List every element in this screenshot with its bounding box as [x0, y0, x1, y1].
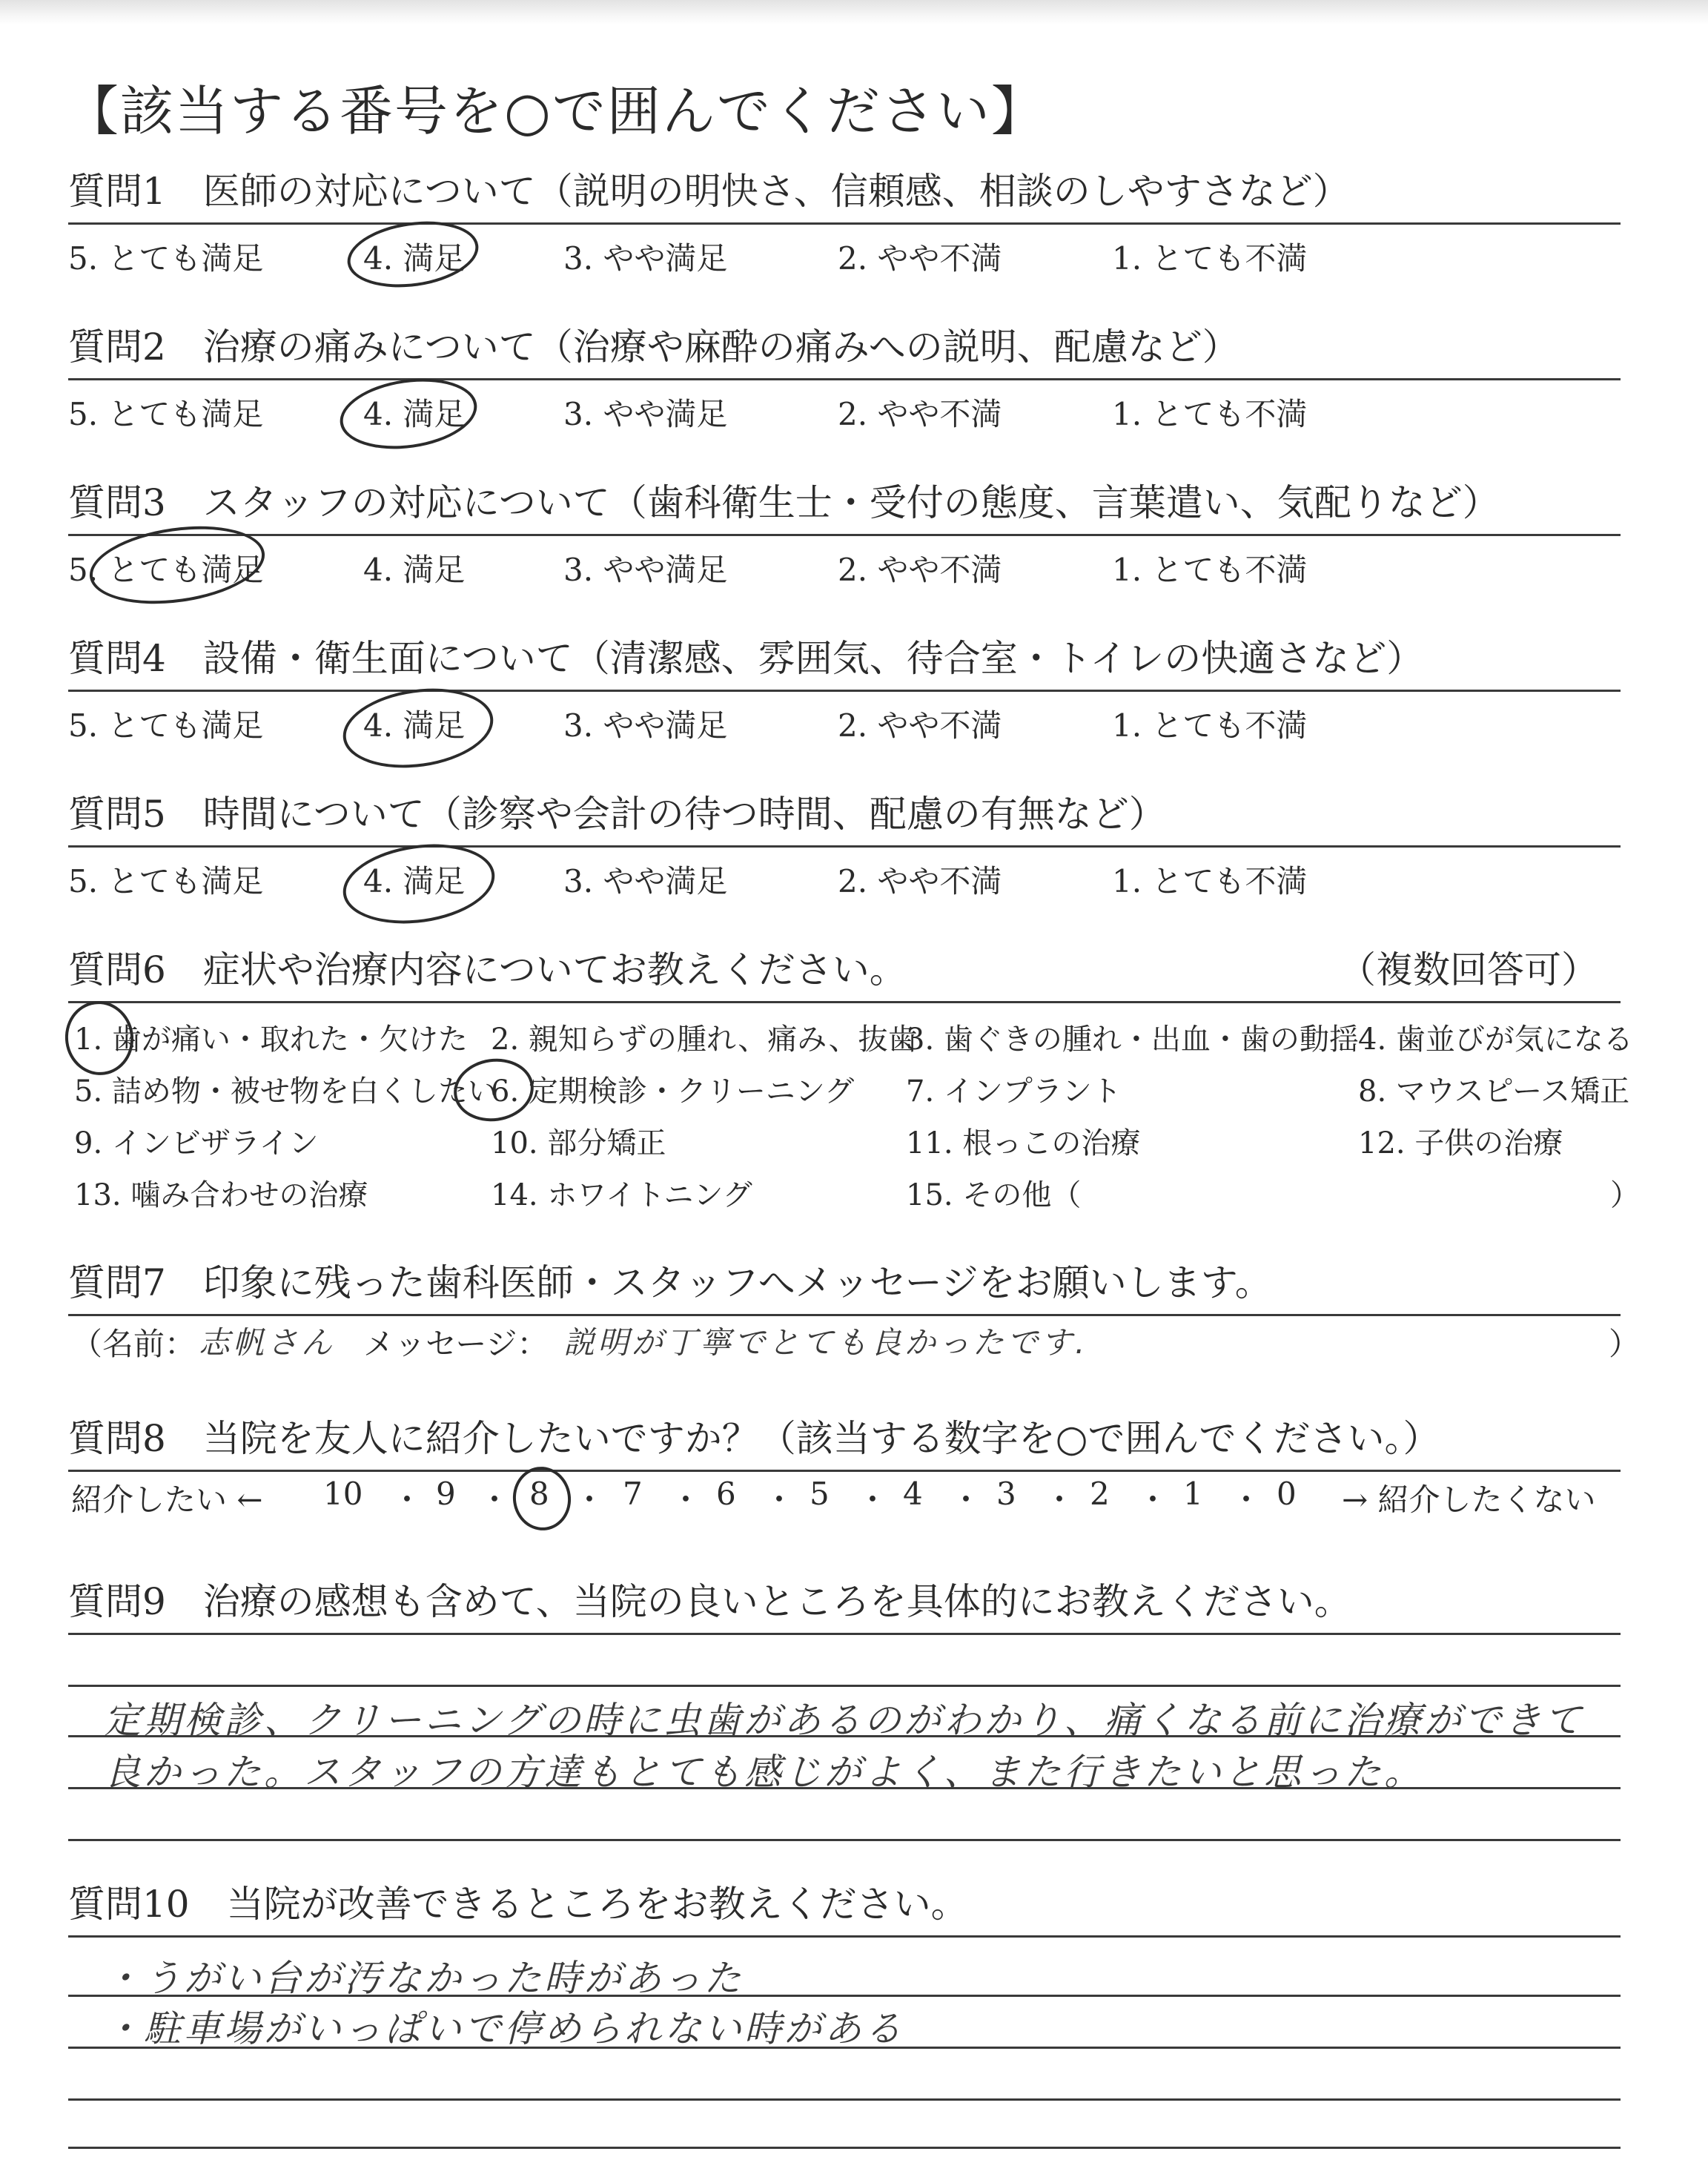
q8-sep: ・	[950, 1482, 982, 1518]
q6-option-3[interactable]: 3. 歯ぐきの腫れ・出血・歯の動揺	[906, 1023, 1359, 1057]
q5-heading	[68, 777, 1621, 848]
q8-number-8[interactable]: 8	[529, 1476, 549, 1512]
q3-option-3[interactable]: 3. やや満足	[563, 552, 728, 588]
q4-heading	[68, 621, 1621, 692]
q6-option-11[interactable]: 11. 根っこの治療	[906, 1126, 1141, 1160]
q8-right-label: → 紹介したくない	[1342, 1482, 1596, 1518]
q5-option-2[interactable]: 2. やや不満	[838, 863, 1002, 899]
q1-option-5[interactable]: 5. とても満足	[68, 240, 264, 277]
q5-option-4[interactable]: 4. 満足	[363, 863, 466, 899]
q6-heading	[68, 933, 1621, 1003]
q3-option-5[interactable]: 5. とても満足	[68, 552, 264, 588]
q8-sep: ・	[1231, 1482, 1262, 1518]
q1-option-1[interactable]: 1. とても不満	[1112, 240, 1308, 277]
q2-option-4[interactable]: 4. 満足	[363, 396, 466, 432]
q8-number-2[interactable]: 2	[1090, 1476, 1110, 1512]
q8-number-0[interactable]: 0	[1277, 1476, 1297, 1512]
q6-option-4[interactable]: 4. 歯並びが気になる	[1358, 1023, 1633, 1057]
q8-number-9[interactable]: 9	[436, 1476, 456, 1512]
q6-subtitle: （複数回答可）	[1339, 948, 1598, 991]
q4-selection-circle	[338, 679, 498, 776]
q7-name-handwritten: 志帆さん	[199, 1324, 336, 1361]
q6-option-10[interactable]: 10. 部分矯正	[491, 1126, 666, 1160]
q6-option-8[interactable]: 8. マウスピース矯正	[1358, 1074, 1630, 1109]
q10-answer-line-2: ・駐車場がいっぱいで停められない時がある	[104, 2007, 904, 2050]
q8-number-7[interactable]: 7	[623, 1476, 643, 1512]
q2-option-5[interactable]: 5. とても満足	[68, 396, 264, 432]
q8-sep: ・	[1137, 1482, 1169, 1518]
q4-option-2[interactable]: 2. やや不満	[838, 707, 1002, 744]
q9-title: 質問9 治療の感想も含めて、当院の良いところを具体的にお教えください。	[68, 1580, 1351, 1623]
q10-heading	[68, 1876, 1621, 1938]
q1-heading	[68, 154, 1621, 225]
q7-close-paren: ）	[1609, 1326, 1641, 1362]
q7-heading	[68, 1246, 1621, 1316]
q6-option-2[interactable]: 2. 親知らずの腫れ、痛み、抜歯	[491, 1023, 918, 1057]
q6-option-15[interactable]: 15. その他（	[906, 1178, 1082, 1212]
q8-left-label: 紹介したい ←	[71, 1482, 263, 1518]
q10-answer-line	[68, 2098, 1621, 2101]
q9-heading	[68, 1565, 1621, 1635]
q3-option-1[interactable]: 1. とても不満	[1112, 552, 1308, 588]
q6-selection-circle-6	[450, 1054, 538, 1126]
q9-answer-line	[68, 1685, 1621, 1687]
q8-sep: ・	[479, 1482, 511, 1518]
q7-message-label: メッセージ：	[363, 1326, 549, 1362]
q8-number-3[interactable]: 3	[996, 1476, 1016, 1512]
q1-option-4[interactable]: 4. 満足	[363, 240, 466, 277]
q10-answer-line	[68, 2147, 1621, 2149]
q2-selection-circle	[336, 371, 482, 458]
q8-number-6[interactable]: 6	[716, 1476, 736, 1512]
q8-number-10[interactable]: 10	[323, 1476, 363, 1512]
q6-option-5[interactable]: 5. 詰め物・被せ物を白くしたい	[74, 1074, 497, 1109]
q8-sep: ・	[670, 1482, 702, 1518]
q5-option-5[interactable]: 5. とても満足	[68, 863, 264, 899]
q5-selection-circle	[338, 835, 500, 933]
q9-answer-line	[68, 1839, 1621, 1841]
q8-sep: ・	[857, 1482, 889, 1518]
q9-answer-line-2: 良かった。スタッフの方達もとても感じがよく、また行きたいと思った。	[104, 1751, 1424, 1794]
q7-title: 質問7 印象に残った歯科医師・スタッフへメッセージをお願いします。	[68, 1261, 1272, 1304]
q8-sep: ・	[574, 1482, 606, 1518]
q6-title: 質問6 症状や治療内容についてお教えください。	[68, 948, 907, 991]
q8-heading	[68, 1401, 1621, 1472]
q6-option-6[interactable]: 6. 定期検診・クリーニング	[491, 1074, 855, 1109]
q4-options	[68, 697, 1621, 749]
q8-sep: ・	[764, 1482, 795, 1518]
q2-option-1[interactable]: 1. とても不満	[1112, 396, 1308, 432]
q4-option-4[interactable]: 4. 満足	[363, 707, 466, 744]
q4-option-5[interactable]: 5. とても満足	[68, 707, 264, 744]
q8-number-4[interactable]: 4	[903, 1476, 923, 1512]
q1-title: 質問1 医師の対応について（説明の明快さ、信頼感、相談のしやすさなど）	[68, 170, 1350, 213]
q2-options	[68, 386, 1621, 437]
q1-option-3[interactable]: 3. やや満足	[563, 240, 728, 277]
q7-name-label: （名前：	[71, 1326, 196, 1362]
form-instruction-header: 【該当する番号を○で囲んでください】	[65, 80, 1046, 142]
q4-option-3[interactable]: 3. やや満足	[563, 707, 728, 744]
q6-option-7[interactable]: 7. インプラント	[906, 1074, 1122, 1109]
q6-other-close-paren: ）	[1610, 1178, 1640, 1212]
q8-number-5[interactable]: 5	[810, 1476, 830, 1512]
q6-option-14[interactable]: 14. ホワイトニング	[491, 1178, 752, 1212]
q1-options	[68, 230, 1621, 282]
q8-sep: ・	[1044, 1482, 1076, 1518]
scan-edge	[0, 0, 1708, 25]
q6-option-12[interactable]: 12. 子供の治療	[1358, 1126, 1563, 1160]
q8-selection-circle	[509, 1463, 575, 1534]
q6-option-9[interactable]: 9. インビザライン	[74, 1126, 319, 1160]
q10-answer-line-1: ・うがい台が汚なかった時があった	[104, 1957, 744, 2000]
q8-title: 質問8 当院を友人に紹介したいですか？（該当する数字を○で囲んでください。）	[68, 1417, 1440, 1460]
q2-option-2[interactable]: 2. やや不満	[838, 396, 1002, 432]
q5-options	[68, 853, 1621, 905]
q5-option-3[interactable]: 3. やや満足	[563, 863, 728, 899]
q2-option-3[interactable]: 3. やや満足	[563, 396, 728, 432]
q10-title: 質問10 当院が改善できるところをお教えください。	[68, 1883, 968, 1926]
q4-title: 質問4 設備・衛生面について（清潔感、雰囲気、待合室・トイレの快適さなど）	[68, 637, 1424, 680]
q7-message-handwritten: 説明が丁寧でとても良かったです.	[563, 1324, 1088, 1361]
q2-title: 質問2 治療の痛みについて（治療や麻酔の痛みへの説明、配慮など）	[68, 326, 1239, 369]
q5-option-1[interactable]: 1. とても不満	[1112, 863, 1308, 899]
q8-sep: ・	[391, 1482, 423, 1518]
q3-title: 質問3 スタッフの対応について（歯科衛生士・受付の態度、言葉遣い、気配りなど）	[68, 481, 1500, 524]
q9-answer-line-1: 定期検診、クリーニングの時に虫歯があるのがわかり、痛くなる前に治療ができて	[104, 1699, 1584, 1742]
q3-heading	[68, 466, 1621, 536]
q6-option-13[interactable]: 13. 噛み合わせの治療	[74, 1178, 368, 1212]
q3-option-2[interactable]: 2. やや不満	[838, 552, 1002, 588]
q2-heading	[68, 310, 1621, 380]
q5-title: 質問5 時間について（診察や会計の待つ時間、配慮の有無など）	[68, 793, 1166, 836]
q8-number-1[interactable]: 1	[1183, 1476, 1203, 1512]
q4-option-1[interactable]: 1. とても不満	[1112, 707, 1308, 744]
q6-option-1[interactable]: 1. 歯が痛い・取れた・欠けた	[74, 1023, 468, 1057]
q1-option-2[interactable]: 2. やや不満	[838, 240, 1002, 277]
q3-option-4[interactable]: 4. 満足	[363, 552, 466, 588]
q1-selection-circle	[343, 214, 483, 295]
q3-options	[68, 541, 1621, 593]
